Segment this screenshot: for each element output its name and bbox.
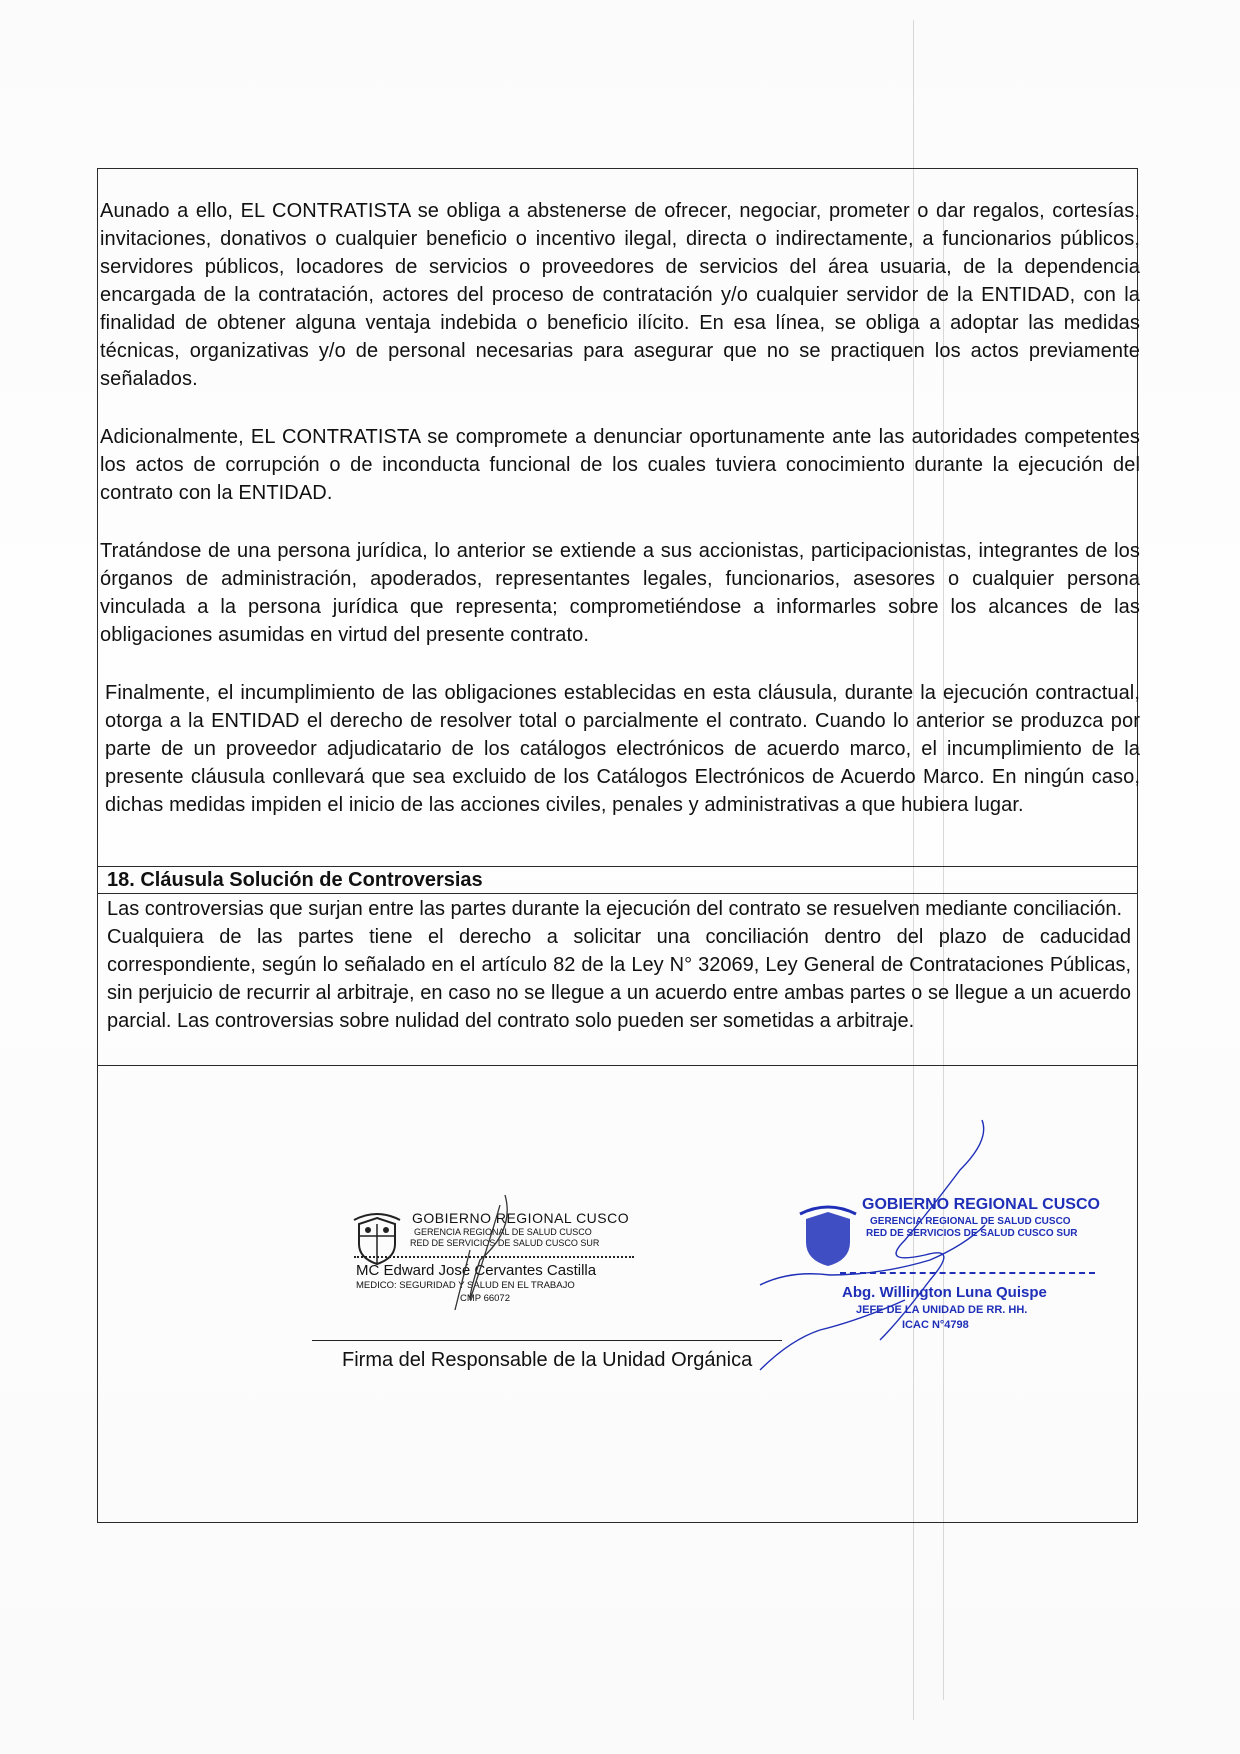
clause-18-paragraph: Cualquiera de las partes tiene el derecho a solicitar una conciliación dentro del plazo de caducidad correspondiente, según lo señalado en el artículo 82 de la Ley N° 32069, Ley General de Contrataciones Públicas, sin perjuicio de recurrir al arbitraje, en caso no se llegue a un acuerdo entre ambas partes o se llegue a un acuerdo parcial. Las controversias sobre nulidad del contrato solo pueden ser sometidas a arbitraje. [107, 926, 1131, 1032]
stamp-right [790, 1180, 1110, 1340]
clause-17-body [100, 197, 1140, 849]
stamp-left-line2: GERENCIA REGIONAL DE SALUD CUSCO [414, 1227, 592, 1237]
stamp-left-line1: GOBIERNO REGIONAL CUSCO [412, 1210, 630, 1226]
section-divider [97, 893, 1138, 894]
clause-17-paragraph: Aunado a ello, EL CONTRATISTA se obliga a abstenerse de ofrecer, negociar, prometer o dar regalos, cortesías, invitaciones, donativos o cualquier beneficio o incentivo ilegal, directa o indirectamente, a funcionarios públicos, servidores públicos, locadores de servicios o proveedores de servicios del área usuaria, de la dependencia encargada de la contratación, actores del proceso de contratación y/o cualquier servidor de la ENTIDAD, con la finalidad de obtener alguna ventaja indebida o beneficio ilícito. En esa línea, se obliga a adoptar las medidas técnicas, organizativas y/o de personal necesarias para asegurar que no se practiquen los actos previamente señalados. [100, 200, 1140, 390]
stamp-left [350, 1200, 640, 1330]
clause-18-heading: 18. Cláusula Solución de Controversias [107, 869, 483, 891]
stamp-right-line1: GOBIERNO REGIONAL CUSCO [862, 1196, 1100, 1213]
stamp-left-id: CMP 66072 [460, 1293, 510, 1304]
stamp-left-dots [354, 1256, 634, 1258]
signature-line [312, 1340, 782, 1341]
stamp-right-dots [840, 1272, 1095, 1274]
stamp-left-role: MEDICO: SEGURIDAD Y SALUD EN EL TRABAJO [356, 1280, 575, 1291]
clause-18-paragraph: Las controversias que surjan entre las partes durante la ejecución del contrato se resuelven mediante conciliación. [107, 898, 1123, 920]
signature-caption: Firma del Responsable de la Unidad Orgánica [342, 1349, 753, 1371]
stamp-right-name: Abg. Willington Luna Quispe [842, 1284, 1047, 1301]
stamp-left-name: MC Edward José Cervantes Castilla [356, 1262, 597, 1279]
peru-coat-of-arms-icon [350, 1210, 404, 1268]
peru-coat-of-arms-icon [796, 1202, 860, 1272]
section-divider [97, 866, 1138, 867]
stamp-right-line2: GERENCIA REGIONAL DE SALUD CUSCO [870, 1216, 1071, 1227]
stamp-right-line3: RED DE SERVICIOS DE SALUD CUSCO SUR [866, 1228, 1078, 1239]
stamp-right-id: ICAC N°4798 [902, 1319, 969, 1331]
section-divider [97, 1065, 1138, 1066]
clause-17-paragraph: Finalmente, el incumplimiento de las obligaciones establecidas en esta cláusula, durante la ejecución contractual, otorga a la ENTIDAD el derecho de resolver total o parcialmente el contrato. Cuando lo anterior se produzca por parte de un proveedor adjudicatario de los catálogos electrónicos de acuerdo marco, el incumplimiento de la presente cláusula conllevará que sea excluido de los Catálogos Electrónicos de Acuerdo Marco. En ningún caso, dichas medidas impiden el inicio de las acciones civiles, penales y administrativas a que hubiera lugar. [105, 682, 1140, 816]
stamp-right-role: JEFE DE LA UNIDAD DE RR. HH. [856, 1304, 1028, 1316]
clause-18-body [107, 895, 1131, 1035]
clause-17-paragraph: Tratándose de una persona jurídica, lo anterior se extiende a sus accionistas, participacionistas, integrantes de los órganos de administración, apoderados, representantes legales, funcionarios, asesores o cualquier persona vinculada a la persona jurídica que representa; comprometiéndose a informarles sobre los alcances de las obligaciones asumidas en virtud del presente contrato. [100, 540, 1140, 646]
stamp-left-line3: RED DE SERVICIOS DE SALUD CUSCO SUR [410, 1238, 600, 1248]
clause-17-paragraph: Adicionalmente, EL CONTRATISTA se compromete a denunciar oportunamente ante las autoridades competentes los actos de corrupción o de inconducta funcional de los cuales tuviera conocimiento durante la ejecución del contrato con la ENTIDAD. [100, 426, 1140, 504]
